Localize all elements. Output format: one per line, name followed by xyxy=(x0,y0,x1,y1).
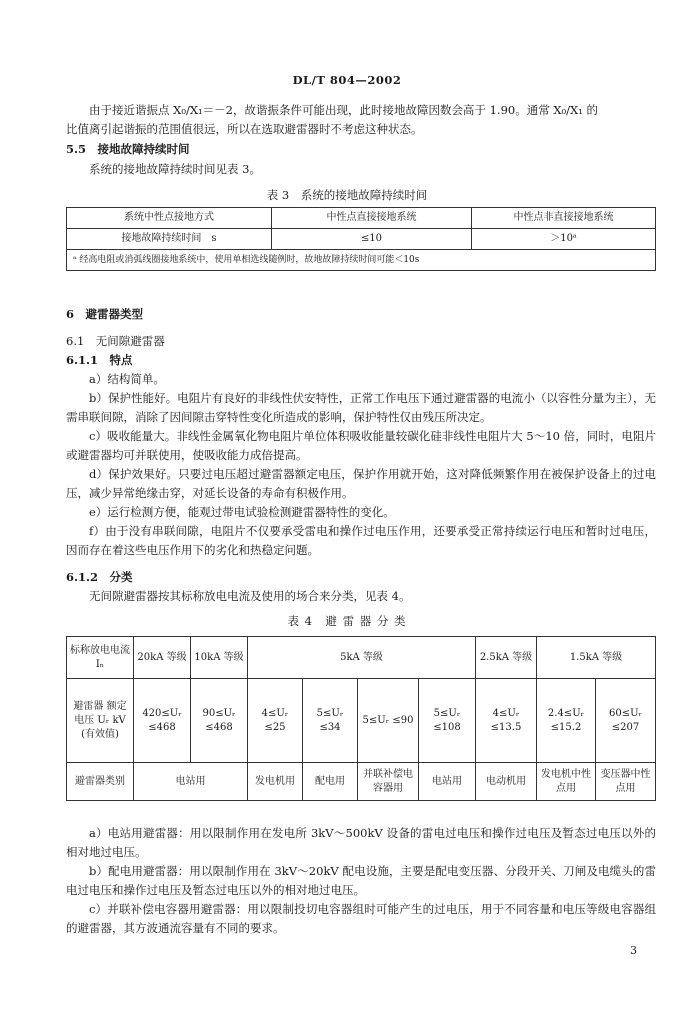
table4-voltage: 5≤Uᵣ ≤108 xyxy=(419,679,476,763)
table4-grade: 20kA 等级 xyxy=(134,637,191,679)
page-header: DL/T 804—2002 xyxy=(292,73,402,87)
table3-caption: 表 3 系统的接地故障持续时间 xyxy=(266,188,428,202)
table4-voltage: 5≤Uᵣ ≤34 xyxy=(303,679,358,763)
table4-voltage: 5≤Uᵣ ≤90 xyxy=(358,679,419,763)
intro-line: 比值离引起谐振的范围值很远，所以在选取避雷器时不考虑这种状态。 xyxy=(66,122,423,136)
section-6-heading: 6 避雷器类型 xyxy=(66,307,144,321)
categories-list xyxy=(66,824,656,938)
table3-header: 中性点直接接地系统 xyxy=(272,208,472,229)
section-6-1-heading: 6.1 无间隙避雷器 xyxy=(66,334,165,348)
table4-category: 电站用 xyxy=(419,763,476,801)
section-5-5-text: 系统的接地故障持续时间见表 3。 xyxy=(89,162,261,176)
feature-item: c）吸收能量大。非线性金属氧化物电阻片单位体积吸收能量较碳化硅非线性电阻片大 5～10 倍，同时，电阻片或避雷器均可并联使用，使吸收能力成倍提高。 xyxy=(66,429,656,462)
table4-row-label: 避雷器 额定电压 Uᵣ kV (有效值) xyxy=(67,679,134,763)
table4 xyxy=(66,636,656,801)
table4-category: 电动机用 xyxy=(476,763,537,801)
table3-cell: ＞10ᵃ xyxy=(472,229,656,250)
table4-category: 变压器中性点用 xyxy=(596,763,656,801)
table4-category: 发电机中性点用 xyxy=(537,763,596,801)
table4-voltage: 4≤Uᵣ ≤25 xyxy=(248,679,303,763)
section-6-1-2-heading: 6.1.2 分类 xyxy=(66,570,133,584)
feature-item: a）结构简单。 xyxy=(89,372,165,386)
category-item: c）并联补偿电容器用避雷器：用以限制投切电容器组时可能产生的过电压，用于不同容量和电压等级电容器组的避雷器，其方波通流容量有不同的要求。 xyxy=(66,902,656,935)
table4-voltage: 420≤Uᵣ ≤468 xyxy=(134,679,191,763)
table4-row-label: 标称放电电流 Iₙ xyxy=(67,637,134,679)
table4-voltage: 2.4≤Uᵣ ≤15.2 xyxy=(537,679,596,763)
feature-item: d）保护效果好。只要过电压超过避雷器额定电压，保护作用就开始，这对降低频繁作用在被保护设备上的过电压，减少异常绝缘击穿，对延长设备的寿命有积极作用。 xyxy=(66,467,656,500)
table4-voltage: 90≤Uᵣ ≤468 xyxy=(191,679,248,763)
table4-grade: 1.5kA 等级 xyxy=(537,637,656,679)
table4-category: 发电机用 xyxy=(248,763,303,801)
section-5-5-heading: 5.5 接地故障持续时间 xyxy=(66,142,190,156)
intro-line: 由于接近谐振点 X₀/X₁＝－2，故谐振条件可能出现，此时接地故障因数会高于 1.90。通常 X₀/X₁ 的 xyxy=(89,103,598,117)
section-6-1-1-heading: 6.1.1 特点 xyxy=(66,353,133,367)
table3-header: 系统中性点接地方式 xyxy=(67,208,272,229)
table4-voltage: 60≤Uᵣ ≤207 xyxy=(596,679,656,763)
category-item: b）配电用避雷器：用以限制作用在 3kV～20kV 配电设施，主要是配电变压器、分段开关、刀闸及电缆头的雷电过电压和操作过电压及暂态过电压以外的相对地过电压。 xyxy=(66,864,656,897)
table4-category: 配电用 xyxy=(303,763,358,801)
table3-note: ᵃ 经高电阻或消弧线圈接地系统中，使用单相选线随例时，故地故障持续时间可能＜10s xyxy=(67,250,656,271)
table4-caption: 表 4 避 雷 器 分 类 xyxy=(287,614,407,628)
table4-category: 并联补偿电容器用 xyxy=(358,763,419,801)
table4-category: 电站用 xyxy=(134,763,248,801)
table3-cell: ≤10 xyxy=(272,229,472,250)
table4-row-label: 避雷器类别 xyxy=(67,763,134,801)
table3-row-label: 接地故障持续时间 s xyxy=(67,229,272,250)
page-number: 3 xyxy=(630,944,637,957)
table4-grade: 10kA 等级 xyxy=(191,637,248,679)
features-list xyxy=(66,370,656,560)
table3-header: 中性点非直接接地系统 xyxy=(472,208,656,229)
table4-grade: 2.5kA 等级 xyxy=(476,637,537,679)
intro-paragraph xyxy=(66,101,656,139)
table3 xyxy=(66,207,656,271)
table4-voltage: 4≤Uᵣ ≤13.5 xyxy=(476,679,537,763)
feature-item: f）由于没有串联间隙，电阻片不仅要承受雷电和操作过电压作用，还要承受正常持续运行电压和暂时过电压，因而存在着这些电压作用下的劣化和热稳定问题。 xyxy=(66,524,656,557)
section-6-1-2-text: 无间隙避雷器按其标称放电电流及使用的场合来分类，见表 4。 xyxy=(89,589,411,603)
table4-grade: 5kA 等级 xyxy=(248,637,476,679)
feature-item: b）保护性能好。电阻片有良好的非线性伏安特性，正常工作电压下通过避雷器的电流小（以容性分量为主），无需串联间隙，消除了因间隙击穿特性变化所造成的影响，保护特性仅由残压所决定。 xyxy=(66,391,656,424)
feature-item: e）运行检测方便，能观过带电试验检测避雷器特性的变化。 xyxy=(89,505,395,519)
category-item: a）电站用避雷器：用以限制作用在发电所 3kV～500kV 设备的雷电过电压和操作过电压及暂态过电压以外的相对地过电压。 xyxy=(66,826,656,859)
